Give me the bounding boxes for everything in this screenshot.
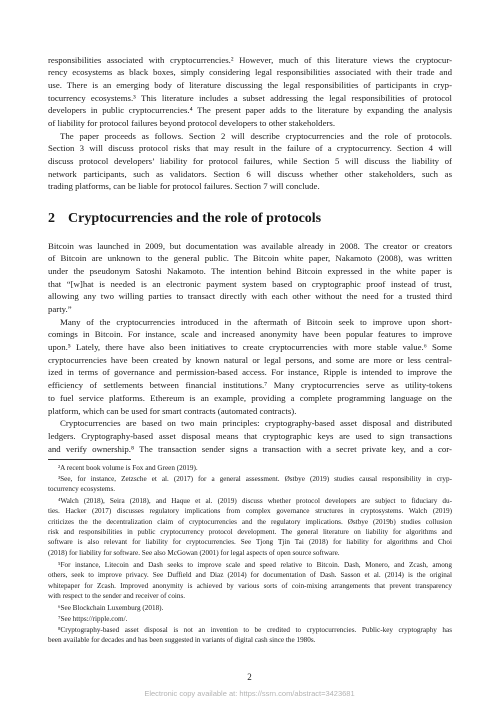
body-line: discuss protocol developers’ liability for protocol failures, while Section 5 will discuss the liability of: [48, 156, 452, 167]
body-line: rency ecosystems as black boxes, simply considering legal responsibilities associated with their trade and: [48, 67, 452, 78]
body-line: efficiency of settlements between financial institutions.⁷ Many cryptocurrencies serve as utility-tokens: [48, 380, 452, 391]
body-line: Section 3 will discuss protocol risks that may result in the failure of a cryptocurrency. Section 4 will: [48, 143, 452, 154]
footnote-line: ⁵For instance, Litecoin and Dash seeks to improve scale and speed relative to Bitcoin. Dash, Monero, and Zcash, among: [58, 560, 452, 569]
footnote-line: ties. Hacker (2017) discusses regulatory implications from complex governance structures in cryptosystems. Walch (2019): [48, 507, 452, 516]
body-line: developers in public cryptocurrencies.⁴ The present paper adds to the literature by expanding the analysis: [48, 105, 452, 116]
ssrn-footer: Electronic copy available at: https://ssrn.com/abstract=3423681: [144, 689, 355, 698]
section-title: Cryptocurrencies and the role of protocols: [68, 211, 322, 226]
footnote: [48, 474, 452, 495]
footnote: [48, 603, 452, 613]
body-line: responsibilities associated with cryptocurrencies.² However, much of this literature views the cryptocur-: [48, 54, 452, 65]
body-line: comings in Bitcoin. For instance, scale and increased anonymity have been popular features to improve: [48, 329, 452, 340]
paragraph: [48, 417, 452, 455]
footnote: [48, 614, 452, 624]
footnote: [48, 625, 452, 646]
footnote: [48, 496, 452, 558]
footnote-line: ²A recent book volume is Fox and Green (2019).: [58, 463, 198, 472]
body-line: to fuel service platforms. Ethereum is an example, providing a complete programming language on the: [48, 392, 452, 403]
body-line: ledgers. Cryptography-based asset disposal means that cryptographic keys are used to sign transactions: [48, 430, 452, 441]
body-line: network participants, such as validators. Section 6 will discuss whether other stakeholders, such as: [48, 168, 452, 179]
body-line: Bitcoin was launched in 2009, but documentation was available already in 2008. The creator or creators: [48, 240, 452, 251]
body-line: under the pseudonym Satoshi Nakamoto. The intention behind Bitcoin expressed in the white paper is: [48, 265, 452, 276]
body-line: upon.⁵ Lately, there have also been initiatives to create cryptocurrencies with more stable value.⁶ Some: [48, 342, 452, 353]
footnote-line: software is also relevant for liability for cryptocurrencies. See Tjong Tjin Tai (2018) for liability for algorithms and Choi: [48, 538, 452, 547]
section-text-block: [48, 240, 452, 456]
paragraph: [48, 316, 452, 418]
footnote-line: ⁴Walch (2018), Seira (2018), and Haque et al. (2019) discuss whether protocol developers are subject to fiduciary du-: [58, 496, 452, 505]
footnote-line: been available for decades and has been suggested in variants of digital cash since the 1980s.: [48, 636, 316, 645]
section-number: 2: [48, 211, 55, 226]
footnote-line: ⁸Cryptography-based asset disposal is not an invention to be credited to cryptocurrencies. Public-key cryptography has: [58, 625, 452, 634]
paragraph: [48, 130, 452, 193]
body-line: cryptocurrencies have been created by known natural or legal persons, and some are more or less central-: [48, 354, 452, 365]
body-line: that “[w]hat is needed is an electronic payment system based on cryptographic proof instead of trust,: [48, 278, 452, 289]
body-line: of liability for protocol failures beyond protocol developers to other stakeholders.: [48, 118, 336, 129]
body-line: use. There is an emerging body of literature discussing the legal responsibilities of participants in cryp-: [48, 79, 452, 90]
paragraph: [48, 240, 452, 316]
footnote: [48, 463, 452, 473]
intro-text-block: [48, 54, 452, 194]
body-line: allowing any two willing parties to transact directly with each other without the need for a trusted third: [48, 291, 452, 302]
body-line: ized in terms of governance and permission-based access. For instance, Ripple is intended to improve the: [48, 367, 452, 378]
body-line: party.”: [48, 304, 72, 315]
body-line: trading platforms, can be liable for protocol failures. Section 7 will conclude.: [48, 181, 320, 192]
footnote-line: whitepaper for Zcash. Improved anonymity is achieved by various sorts of coin-mixing arrangements that prevent transparency: [48, 581, 452, 590]
footnote-line: with respect to the sender and receiver of coins.: [48, 591, 186, 600]
footnote-line: tocurrency ecosystems.: [48, 485, 116, 494]
body-line: The paper proceeds as follows. Section 2 will describe cryptocurrencies and the role of protocols.: [60, 130, 452, 141]
footnote-line: ⁷See https://ripple.com/.: [58, 614, 128, 623]
footnote-line: ⁶See Blockchain Luxemburg (2018).: [58, 603, 164, 612]
footnote-line: risk and responsibilities in public cryptocurrency protocol development. The general literature on liability for algorithms and: [48, 527, 452, 536]
paragraph: [48, 54, 452, 130]
footnote: [48, 560, 452, 602]
footnote-line: criticizes the the decentralization claim of cryptocurrencies and the regulatory implications. Østbye (2019b) studies collusion: [48, 517, 452, 526]
body-line: Cryptocurrencies are based on two main principles: cryptography-based asset disposal and distributed: [60, 418, 452, 429]
footnote-line: ³See, for instance, Zetzsche et al. (2017) for a general assessment. Østbye (2019) studies causal responsibility in cryp-: [58, 474, 452, 483]
body-line: of Bitcoin are unknown to the general public. The Bitcoin white paper, Nakamoto (2008), was written: [48, 253, 452, 264]
body-line: Many of the cryptocurrencies introduced in the aftermath of Bitcoin seek to improve upon short-: [60, 316, 452, 327]
body-line: tocurrency ecosystems.³ This literature includes a subset addressing the legal responsibilities of protocol: [48, 92, 452, 103]
body-line: and verify ownership.⁸ The transaction sender signs a transaction with a secret private key, and a cor-: [48, 443, 452, 454]
section-heading: [48, 210, 321, 228]
body-line: platform, which can be used for smart contracts (automated contracts).: [48, 405, 297, 416]
footnote-line: others, seek to improve privacy. See Duffield and Diaz (2014) for documentation of Dash. Sasson et al. (2014) is the original: [48, 571, 452, 580]
page-number: 2: [247, 672, 252, 682]
footnote-rule: [48, 459, 131, 460]
footnote-line: (2018) for liability for software. See also McGowan (2001) for legal aspects of open source software.: [48, 548, 340, 557]
